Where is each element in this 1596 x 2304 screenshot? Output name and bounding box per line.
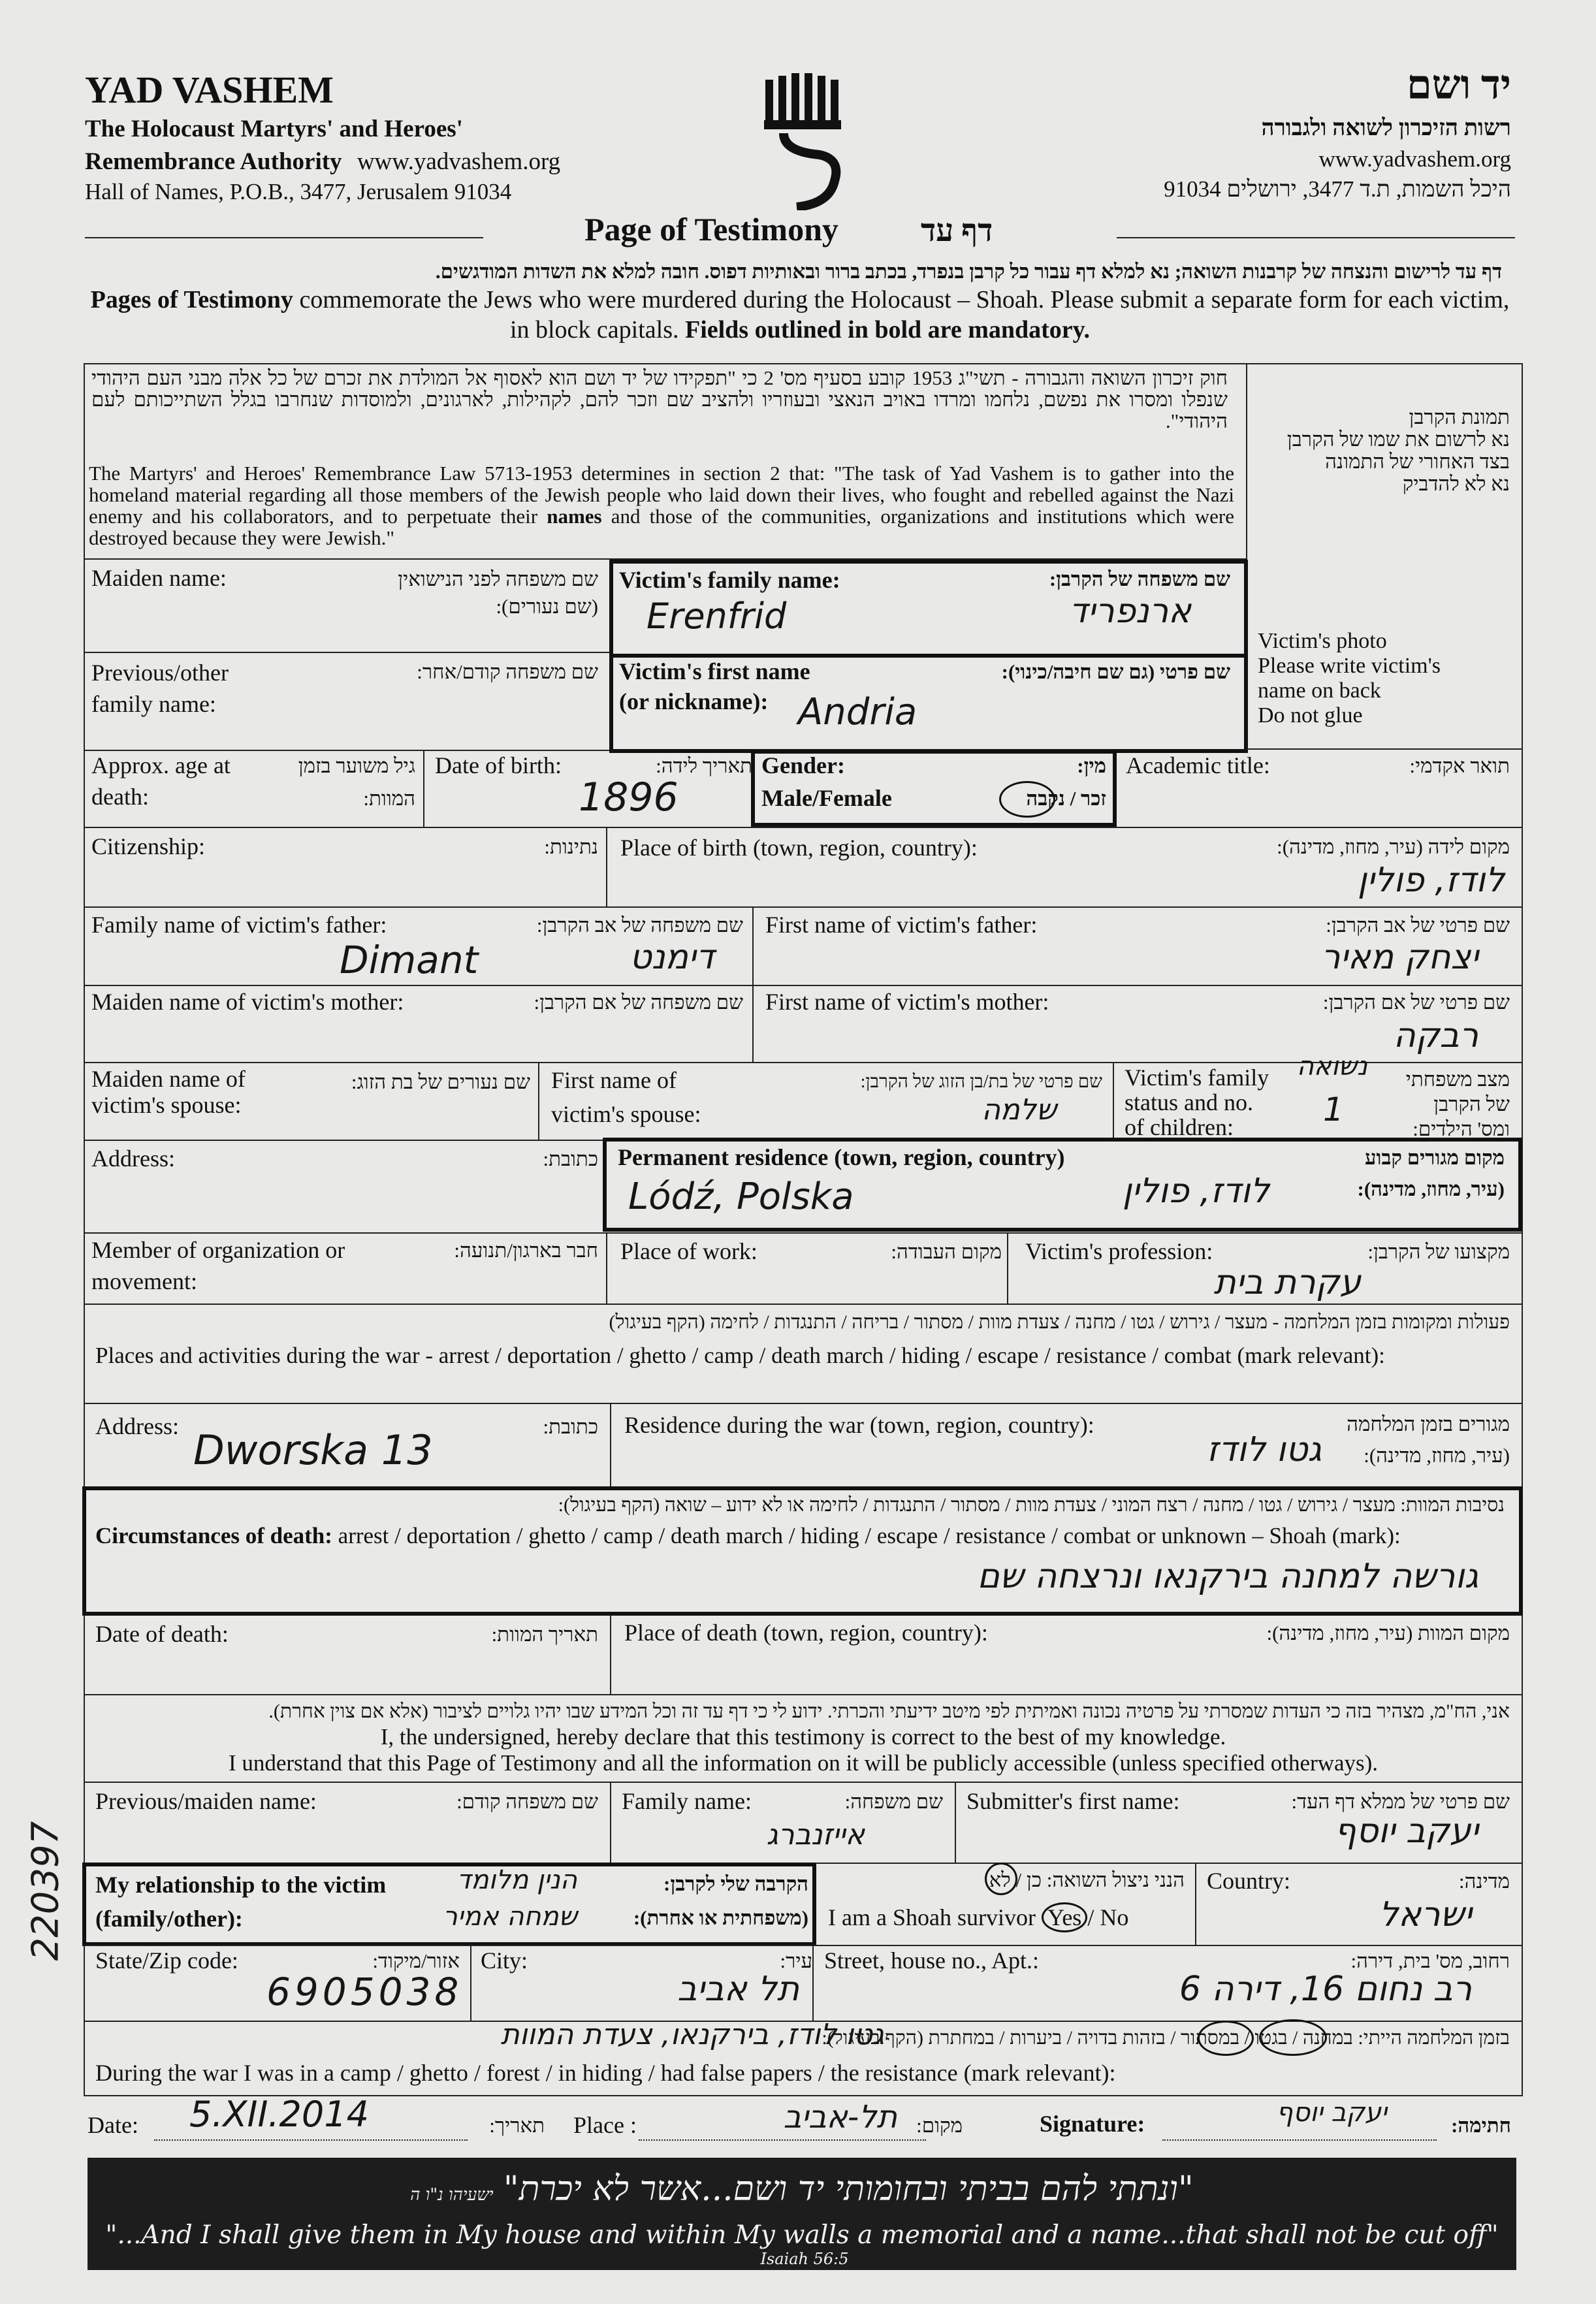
relationship-value1: הנין מלומד bbox=[456, 1865, 577, 1895]
victim-family-name-label: Victim's family name: bbox=[619, 567, 840, 593]
family-status-he3: ומס' הילדים: bbox=[1412, 1117, 1510, 1140]
father-family-value-latin: Dimant bbox=[340, 938, 479, 982]
country-value: ישראל bbox=[1379, 1895, 1472, 1934]
address-he: כתובת: bbox=[543, 1147, 598, 1170]
victim-family-name-value-latin: Erenfrid bbox=[646, 596, 787, 637]
war-activities-label: Places and activities during the war - arrest / deportation / ghetto / camp / death march / hiding / escape / resistance / combat (mark relevant): bbox=[95, 1343, 1385, 1368]
victim-first-name-he: שם פרטי (גם שם חיבה/כינוי): bbox=[1001, 660, 1230, 683]
father-family-he: שם משפחה של אב הקרבן: bbox=[536, 914, 743, 936]
organization-label2: movement: bbox=[91, 1268, 197, 1294]
mother-maiden-label: Maiden name of victim's mother: bbox=[91, 989, 404, 1015]
zip-label: State/Zip code: bbox=[95, 1947, 238, 1974]
org-name-en: YAD VASHEM bbox=[85, 69, 334, 111]
death-place-he: מקום המוות (עיר, מחוז, מדינה): bbox=[1266, 1622, 1510, 1644]
previous-name-label2: family name: bbox=[91, 691, 216, 717]
authority-line1: The Holocaust Martyrs' and Heroes' bbox=[85, 116, 463, 142]
dob-label: Date of birth: bbox=[435, 752, 562, 778]
birthplace-he: מקום לידה (עיר, מחוז, מדינה): bbox=[1277, 835, 1510, 858]
photo-he-2: נא לרשום את שמו של הקרבן bbox=[1286, 428, 1510, 451]
photo-he-4: נא לא להדביק bbox=[1402, 472, 1510, 495]
victim-family-name-he: שם משפחה של הקרבן: bbox=[1049, 568, 1230, 590]
age-label1: Approx. age at bbox=[91, 752, 231, 778]
father-family-label: Family name of victim's father: bbox=[91, 912, 387, 938]
spouse-first-he: שם פרטי של בת/בן הזוג של הקרבן: bbox=[860, 1072, 1102, 1092]
workplace-he: מקום העבודה: bbox=[891, 1240, 1002, 1263]
father-family-value-he: דימנט bbox=[630, 938, 714, 977]
age-label2: death: bbox=[91, 784, 149, 810]
zip-value: 6905038 bbox=[266, 1970, 463, 2014]
maiden-name-he2: (שם נעורים): bbox=[496, 595, 598, 618]
war-location-camp-circle bbox=[1259, 2019, 1327, 2056]
street-value: רב נחום 16, דירה 6 bbox=[1179, 1970, 1472, 2009]
gender-label2: Male/Female bbox=[761, 785, 892, 811]
mother-first-label: First name of victim's mother: bbox=[765, 989, 1049, 1015]
birthplace-label: Place of birth (town, region, country): bbox=[620, 835, 978, 861]
header-rule-right bbox=[1117, 237, 1515, 238]
academic-title-label: Academic title: bbox=[1126, 752, 1270, 778]
profession-label: Victim's profession: bbox=[1025, 1238, 1213, 1264]
survivor-yes-circle-he bbox=[985, 1863, 1017, 1895]
circumstances-en-text: arrest / deportation / ghetto / camp / death march / hiding / escape / resistance / combat or unknown – Shoah (mark): bbox=[332, 1523, 1401, 1548]
victim-family-name-value-he: ארנפריד bbox=[1069, 592, 1191, 631]
citizenship-label: Citizenship: bbox=[91, 833, 205, 859]
survivor-he: הנני ניצול השואה: כן / לא bbox=[989, 1868, 1185, 1891]
photo-en-1: Victim's photo bbox=[1258, 629, 1387, 653]
war-residence-label: Residence during the war (town, region, country): bbox=[624, 1412, 1094, 1438]
country-label: Country: bbox=[1207, 1868, 1291, 1894]
country-he: מדינה: bbox=[1459, 1870, 1510, 1893]
signature-value: יעקב יוסף bbox=[1276, 2098, 1387, 2128]
circumstances-en-bold: Circumstances of death: bbox=[95, 1523, 332, 1548]
circumstances-value: גורשה למחנה בירקנאו ונרצחה שם bbox=[977, 1557, 1478, 1596]
address-label: Address: bbox=[91, 1145, 175, 1172]
authority-he: רשות הזיכרון לשואה ולגבורה bbox=[1261, 115, 1511, 140]
children-count-value: 1 bbox=[1323, 1091, 1344, 1128]
photo-he-1: תמונת הקרבן bbox=[1409, 406, 1510, 428]
death-place-label: Place of death (town, region, country): bbox=[624, 1620, 988, 1646]
death-date-he: תאריך המוות: bbox=[491, 1623, 598, 1646]
page-title: Page of Testimony bbox=[584, 211, 838, 248]
war-location-ghetto-circle bbox=[1198, 2021, 1254, 2056]
academic-title-he: תואר אקדמי: bbox=[1409, 754, 1510, 777]
victim-first-name-label1: Victim's first name bbox=[619, 658, 810, 684]
dob-he: תאריך לידה: bbox=[656, 754, 752, 777]
city-label: City: bbox=[481, 1947, 528, 1974]
date-value: 5.XII.2014 bbox=[189, 2094, 369, 2135]
organization-he: חבר בארגון/תנועה: bbox=[454, 1239, 598, 1262]
spouse-maiden-label1: Maiden name of bbox=[91, 1066, 246, 1092]
banner-quote-he: "ונתתי להם בביתי ובחומותי יד ושם...אשר לא יכרת" bbox=[503, 2169, 1194, 2209]
law-en-bold: names bbox=[547, 505, 602, 528]
intro-en-bold2: Fields outlined in bold are mandatory. bbox=[684, 316, 1091, 344]
submitter-first-name-value: יעקב יוסף bbox=[1334, 1812, 1478, 1851]
previous-name-label1: Previous/other bbox=[91, 660, 229, 686]
relationship-value2: שמחה אמיר bbox=[443, 1902, 577, 1932]
circumstances-en bbox=[95, 1522, 1401, 1550]
photo-en-2: Please write victim's bbox=[1258, 654, 1441, 678]
address-he: היכל השמות, ת.ד 3477, ירושלים 91034 bbox=[1164, 176, 1511, 202]
survivor-en-pre: I am a Shoah survivor bbox=[828, 1904, 1042, 1930]
relationship-he2: (משפחתית או אחרת): bbox=[633, 1906, 808, 1929]
header-rule-left bbox=[85, 237, 483, 238]
permanent-residence-value-latin: Lódź, Polska bbox=[628, 1176, 854, 1218]
website-he[interactable]: www.yadvashem.org bbox=[1318, 146, 1511, 172]
war-address-he: כתובת: bbox=[543, 1415, 598, 1438]
place-value: תל-אביב bbox=[783, 2099, 897, 2136]
previous-name-he: שם משפחה קודם/אחר: bbox=[417, 660, 598, 683]
gender-label1: Gender: bbox=[761, 752, 845, 778]
date-line bbox=[154, 2139, 468, 2141]
permanent-residence-value-he: לודז, פולין bbox=[1122, 1172, 1269, 1211]
yad-vashem-logo bbox=[758, 73, 849, 210]
org-name-he: יד ושם bbox=[1406, 63, 1511, 108]
city-he: עיר: bbox=[780, 1949, 812, 1972]
spouse-first-label1: First name of bbox=[551, 1067, 677, 1093]
permanent-residence-he2: (עיר, מחוז, מדינה): bbox=[1357, 1177, 1505, 1200]
law-en-2: and those of the communities, organizations and institutions which were destroyed because they were Jewish." bbox=[89, 505, 1234, 549]
survivor-yes[interactable]: Yes bbox=[1042, 1902, 1087, 1932]
birthplace-value: לודז, פולין bbox=[1357, 861, 1505, 900]
age-he1: גיל משוער בזמן bbox=[298, 754, 415, 777]
family-status-value: נשואה bbox=[1296, 1051, 1367, 1081]
street-label: Street, house no., Apt.: bbox=[824, 1947, 1039, 1974]
declaration-he: אני, הח"מ, מצהיר בזה כי העדות שמסרתי על פרטיה נכונה ואמיתית לפי מיטב ידיעתי והכרתי. ידוע לי כי דף עד זה וכל המידע שבו יהיו גלויים לציבור (אלא אם צוין אחרת). bbox=[268, 1701, 1510, 1722]
place-line bbox=[639, 2139, 926, 2141]
relationship-he1: הקרבה שלי לקרבן: bbox=[663, 1872, 808, 1895]
dob-value: 1896 bbox=[579, 775, 678, 820]
war-residence-he1: מגורים בזמן המלחמה bbox=[1347, 1413, 1510, 1435]
survivor-en bbox=[828, 1903, 1128, 1932]
city-value: תל אביב bbox=[677, 1970, 799, 2009]
signature-label: Signature: bbox=[1040, 2111, 1145, 2137]
photo-he-3: בצד האחורי של התמונה bbox=[1325, 450, 1510, 473]
war-residence-value: גטו לודז bbox=[1207, 1430, 1322, 1469]
war-address-value: Dworska 13 bbox=[193, 1426, 433, 1474]
relationship-label1: My relationship to the victim bbox=[95, 1872, 387, 1898]
submitter-family-name-he: שם משפחה: bbox=[844, 1790, 943, 1813]
mother-maiden-he: שם משפחה של אם הקרבן: bbox=[534, 991, 743, 1014]
page-title-he: דף עד bbox=[921, 214, 993, 248]
family-status-he2: של הקרבן bbox=[1433, 1093, 1510, 1115]
submitter-prev-name-label: Previous/maiden name: bbox=[95, 1788, 317, 1814]
profession-he: מקצועו של הקרבן: bbox=[1367, 1240, 1510, 1263]
intro-en-text: commemorate the Jews who were murdered during the Holocaust – Shoah. Please submit a separate form for each victim, in block capitals. bbox=[293, 286, 1510, 344]
mother-first-he: שם פרטי של אם הקרבן: bbox=[1322, 991, 1510, 1014]
photo-en-3: name on back bbox=[1258, 679, 1381, 703]
father-first-label: First name of victim's father: bbox=[765, 912, 1038, 938]
submitter-first-name-label: Submitter's first name: bbox=[966, 1788, 1180, 1814]
permanent-residence-he1: מקום מגורים קבוע bbox=[1365, 1146, 1505, 1169]
submitter-prev-name-he: שם משפחה קודם: bbox=[456, 1790, 598, 1813]
war-residence-he2: (עיר, מחוז, מדינה): bbox=[1364, 1444, 1510, 1467]
father-first-he: שם פרטי של אב הקרבן: bbox=[1326, 914, 1510, 936]
intro-en-bold1: Pages of Testimony bbox=[90, 286, 293, 313]
family-status-label3: of children: bbox=[1125, 1114, 1234, 1140]
signature-line bbox=[1162, 2139, 1437, 2141]
declaration-en1: I, the undersigned, hereby declare that this testimony is correct to the best of my knowledge. bbox=[380, 1724, 1226, 1750]
place-he: מקום: bbox=[916, 2114, 963, 2137]
war-activities-he: פעולות ומקומות בזמן המלחמה - מעצר / גירוש / גטו / מחנה / צעדת מוות / מסתור / בריחה / התנגדות / לחימה (הקף בעיגול) bbox=[609, 1311, 1510, 1333]
war-location-value: גטו לודז, בירקנאו, צעדת המוות bbox=[500, 2018, 884, 2051]
relationship-label2: (family/other): bbox=[95, 1906, 243, 1932]
address-en: Hall of Names, P.O.B., 3477, Jerusalem 91034 bbox=[85, 179, 512, 204]
gender-female-circle bbox=[999, 781, 1055, 818]
survivor-en-post: / No bbox=[1087, 1904, 1129, 1930]
victim-first-name-label2: (or nickname): bbox=[619, 688, 769, 714]
spouse-first-label2: victim's spouse: bbox=[551, 1101, 701, 1127]
citizenship-he: נתינות: bbox=[544, 835, 598, 858]
spouse-maiden-he: שם נעורים של בת הזוג: bbox=[351, 1070, 530, 1093]
street-he: רחוב, מס' בית, דירה: bbox=[1350, 1949, 1510, 1972]
zip-he: אזור/מיקוד: bbox=[372, 1949, 460, 1972]
banner-quote-en-row bbox=[88, 2220, 1516, 2268]
authority-line2: Remembrance Authority bbox=[85, 148, 342, 175]
death-date-label: Date of death: bbox=[95, 1621, 229, 1647]
submitter-family-name-label: Family name: bbox=[622, 1788, 752, 1814]
banner-quote-he-row bbox=[88, 2169, 1516, 2209]
gender-he2: זכר / נקבה bbox=[1026, 787, 1106, 810]
organization-label1: Member of organization or bbox=[91, 1237, 345, 1263]
law-text-he: חוק זיכרון השואה והגבורה - תשי"ג 1953 קובע בסעיף מס' 2 כי "תפקידו של יד ושם הוא לאסוף אל המולדת את זכרם של כל אלה מבני העם היהודי שנפלו ומסרו את נפשם, נלחמו ומרדו באויב הנאצי ובעוזריו ולהציב שם וזכר להם, לקהילות, לארגונים, ולמוסדות שנחרבו בגלל השתייכותם לעם היהודי". bbox=[91, 366, 1228, 432]
declaration-en2: I understand that this Page of Testimony and all the information on it will be publicly accessible (unless specified otherways). bbox=[228, 1750, 1379, 1776]
date-he: תאריך: bbox=[489, 2114, 545, 2137]
circumstances-he: נסיבות המוות: מעצר / גירוש / גטו / מחנה / רצח המוני / צעדת מוות / מסתור / התנגדות / לחימה או לא ידוע – שואה (הקף בעיגול): bbox=[558, 1494, 1505, 1516]
profession-value: עקרת בית bbox=[1213, 1263, 1361, 1302]
quote-banner bbox=[88, 2158, 1516, 2270]
law-text-en bbox=[89, 462, 1234, 549]
father-first-value: יצחק מאיר bbox=[1321, 938, 1478, 977]
gender-he1: מין: bbox=[1077, 754, 1106, 777]
family-status-label1: Victim's family bbox=[1125, 1064, 1269, 1091]
family-status-label2: status and no. bbox=[1125, 1089, 1253, 1115]
war-address-label: Address: bbox=[95, 1413, 179, 1439]
place-label: Place : bbox=[573, 2112, 637, 2138]
banner-quote-he-ref: ישעיהו נ"ו ה bbox=[410, 2185, 494, 2205]
spouse-maiden-label2: victim's spouse: bbox=[91, 1092, 242, 1118]
victim-first-name-value: Andria bbox=[798, 691, 918, 733]
website-en[interactable]: www.yadvashem.org bbox=[357, 148, 561, 175]
submitter-family-name-value: אייזנברג bbox=[766, 1818, 865, 1851]
submitter-first-name-he: שם פרטי של ממלא דף העד: bbox=[1291, 1790, 1510, 1813]
intro-en bbox=[85, 285, 1515, 345]
family-status-he1: מצב משפחתי bbox=[1405, 1068, 1510, 1091]
workplace-label: Place of work: bbox=[620, 1238, 758, 1264]
margin-reference-number: 220397 bbox=[24, 1821, 67, 1961]
spouse-first-value: שלמה bbox=[982, 1093, 1057, 1127]
war-location-label: During the war I was in a camp / ghetto / forest / in hiding / had false papers / the resistance (mark relevant): bbox=[95, 2060, 1116, 2086]
war-location-he: בזמן המלחמה הייתי: במחנה / בגטו / במסתור / בזהות בדויה / ביערות / במחתרת (הקף בעיגול): bbox=[822, 2027, 1510, 2049]
date-label: Date: bbox=[88, 2112, 138, 2138]
mother-first-value: רבקה bbox=[1393, 1016, 1478, 1055]
intro-he: דף עד לרישום והנצחה של קרבנות השואה; נא למלא דף עבור כל קרבן בנפרד, בכתב ברור ובאותיות דפוס. חובה למלא את השדות המודגשים. bbox=[435, 260, 1502, 283]
age-he2: המוות: bbox=[363, 787, 415, 810]
maiden-name-label: Maiden name: bbox=[91, 565, 227, 591]
banner-quote-en: "...And I shall give them in My house and within My walls a memorial and a name...that shall not be cut off" bbox=[105, 2220, 1499, 2250]
signature-he: חתימה: bbox=[1451, 2114, 1511, 2137]
authority-line2-row bbox=[85, 148, 560, 176]
law-en-1: The Martyrs' and Heroes' Remembrance Law 5713-1953 determines in section 2 that: "The task of Yad Vashem is to gather into the homeland material regarding all those members of the Jewish people who laid down their lives, who fought and rebelled against the Nazi enemy and his collaborators, and to perpetuate their bbox=[89, 462, 1234, 528]
photo-en-4: Do not glue bbox=[1258, 703, 1363, 728]
banner-quote-en-ref: Isaiah 56:5 bbox=[760, 2250, 849, 2268]
maiden-name-he: שם משפחה לפני הנישואין bbox=[398, 568, 598, 590]
permanent-residence-label: Permanent residence (town, region, country) bbox=[618, 1144, 1065, 1170]
